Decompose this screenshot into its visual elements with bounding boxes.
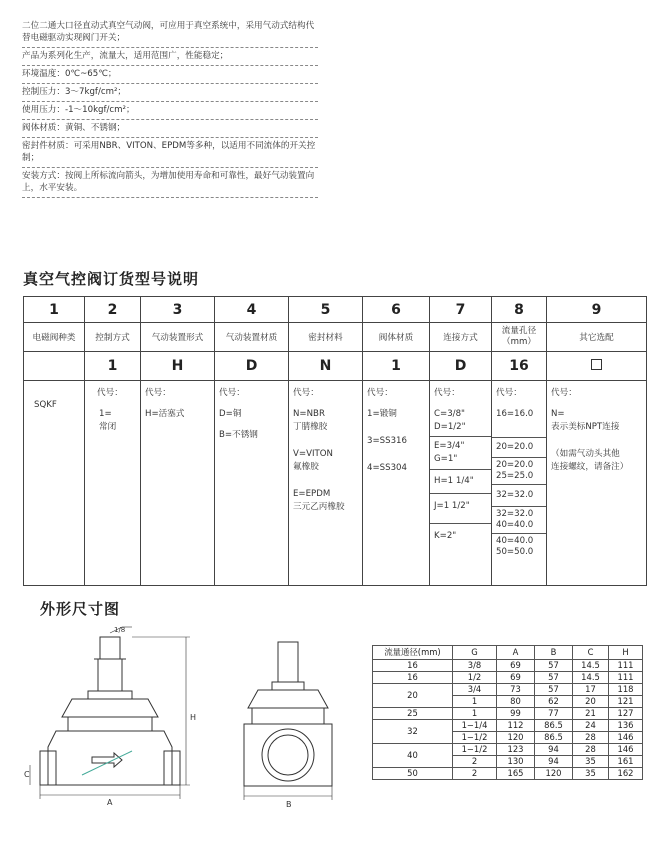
dims-cell: 20	[573, 696, 609, 708]
dims-cell: 118	[609, 684, 643, 696]
num-9: 9	[547, 297, 647, 323]
front-view-drawing	[22, 625, 202, 825]
dims-header-row	[373, 646, 643, 660]
c-label: C	[24, 770, 30, 779]
connection-group-1	[430, 408, 491, 437]
dims-cell: 1−1/4	[453, 720, 497, 732]
note-4: 控制压力：3～7kgf/cm²；	[22, 84, 318, 102]
note-6: 阀体材质：黄铜、不锈钢；	[22, 120, 318, 138]
label-7: 连接方式	[430, 323, 492, 352]
dimensions-table	[372, 645, 643, 780]
dims-cell: 35	[573, 768, 609, 780]
label-8: 流量孔径 （mm）	[492, 323, 547, 352]
order-table	[23, 296, 647, 586]
label-9: 其它选配	[547, 323, 647, 352]
note-7: 密封件材质：可采用NBR、VITON、EPDM等多种，以适用不同流体的开关控制；	[22, 138, 318, 168]
dims-cell: 2	[453, 756, 497, 768]
code-4: D	[215, 352, 289, 381]
detail-5	[289, 381, 363, 586]
port-size-label: 1/8	[114, 626, 126, 634]
dims-cell: 111	[609, 660, 643, 672]
detail-8	[492, 381, 547, 586]
note-5: 使用压力：-1～10kgf/cm²；	[22, 102, 318, 120]
dims-header: A	[497, 646, 535, 660]
conn-k: K=2"	[434, 531, 457, 541]
dims-header: C	[573, 646, 609, 660]
dims-cell: 24	[573, 720, 609, 732]
num-4: 4	[215, 297, 289, 323]
intro-notes	[22, 18, 318, 198]
empty-square-icon	[591, 359, 602, 370]
dims-cell: 62	[535, 696, 573, 708]
dims-cell: 94	[535, 756, 573, 768]
order-title: 真空气控阀订货型号说明	[23, 270, 200, 288]
code-prefix: 代号：	[293, 388, 319, 398]
dims-cell: 1−1/2	[453, 744, 497, 756]
num-8: 8	[492, 297, 547, 323]
dims-cell: 121	[609, 696, 643, 708]
detail-9-line-3: （如需气动头其他	[551, 449, 620, 459]
dims-cell: 21	[573, 708, 609, 720]
note-3: 环境温度：0℃~65℃；	[22, 66, 318, 84]
detail-6-line-1: 1=锻铜	[367, 409, 397, 419]
code-5: N	[289, 352, 363, 381]
b-label: B	[286, 800, 292, 809]
conn-j: J=1 1/2"	[430, 494, 491, 524]
dims-cell: 94	[535, 744, 573, 756]
detail-9-line-4: 连接螺纹，请备注）	[551, 462, 629, 472]
dims-header: 流量通径(mm)	[373, 646, 453, 660]
table-row	[373, 768, 643, 780]
dims-header: G	[453, 646, 497, 660]
code-prefix: 代号：	[496, 388, 522, 398]
label-6: 阀体材质	[363, 323, 430, 352]
dims-cell: 130	[497, 756, 535, 768]
table-row	[373, 684, 643, 696]
dims-cell: 86.5	[535, 720, 573, 732]
order-code-row	[24, 352, 647, 381]
dims-cell: 120	[497, 732, 535, 744]
valve-type-code: SQKF	[34, 400, 57, 410]
detail-3	[141, 381, 215, 586]
side-view-drawing	[228, 640, 358, 825]
bore-16: 16=16.0	[492, 400, 546, 438]
dims-cell: 16	[373, 672, 453, 684]
conn-h: H=1 1/4"	[430, 470, 491, 494]
dims-title: 外形尺寸图	[40, 600, 121, 618]
height-label: H	[190, 713, 197, 722]
detail-5-line-2: 丁腈橡胶	[293, 422, 328, 432]
detail-1	[24, 381, 85, 586]
dims-cell: 127	[609, 708, 643, 720]
dims-cell: 111	[609, 672, 643, 684]
dims-cell: 35	[573, 756, 609, 768]
order-detail-row	[24, 381, 647, 586]
dims-cell: 14.5	[573, 660, 609, 672]
table-row	[373, 708, 643, 720]
detail-9-line-2: 表示美标NPT连接	[551, 422, 620, 432]
dims-cell: 3/8	[453, 660, 497, 672]
dims-cell: 1	[453, 696, 497, 708]
bore-20-25: 20=20.0 25=25.0	[492, 458, 546, 485]
label-4: 气动装置材质	[215, 323, 289, 352]
label-3: 气动装置形式	[141, 323, 215, 352]
detail-5-line-4: 氟橡胶	[293, 462, 319, 472]
dims-cell: 112	[497, 720, 535, 732]
dims-cell: 136	[609, 720, 643, 732]
num-2: 2	[85, 297, 141, 323]
detail-4-line-2: B=不锈钢	[219, 430, 258, 440]
order-number-row	[24, 297, 647, 323]
label-1: 电磁阀种类	[24, 323, 85, 352]
dims-cell: 3/4	[453, 684, 497, 696]
dims-cell: 28	[573, 732, 609, 744]
dims-cell: 1/2	[453, 672, 497, 684]
label-5: 密封材料	[289, 323, 363, 352]
dims-cell: 69	[497, 660, 535, 672]
code-prefix: 代号：	[97, 388, 123, 398]
num-1: 1	[24, 297, 85, 323]
code-prefix: 代号：	[145, 388, 171, 398]
a-label: A	[107, 798, 113, 807]
code-prefix: 代号：	[219, 388, 245, 398]
detail-4	[215, 381, 289, 586]
conn-c: C=3/8"	[434, 409, 465, 419]
dims-header: H	[609, 646, 643, 660]
detail-5-line-5: E=EPDM	[293, 489, 331, 499]
code-2: 1	[85, 352, 141, 381]
dims-cell: 57	[535, 660, 573, 672]
dims-cell: 162	[609, 768, 643, 780]
table-row	[373, 720, 643, 732]
dims-cell: 16	[373, 660, 453, 672]
label-2: 控制方式	[85, 323, 141, 352]
dims-cell: 1−1/2	[453, 732, 497, 744]
dims-cell: 1	[453, 708, 497, 720]
detail-5-line-6: 三元乙丙橡胶	[293, 502, 345, 512]
detail-2-line-1: 1=	[99, 409, 112, 419]
dims-cell: 80	[497, 696, 535, 708]
detail-9-line-1: N=	[551, 409, 565, 419]
code-6: 1	[363, 352, 430, 381]
detail-5-line-1: N=NBR	[293, 409, 325, 419]
detail-6	[363, 381, 430, 586]
dims-cell: 28	[573, 744, 609, 756]
code-prefix: 代号：	[367, 388, 393, 398]
code-prefix: 代号：	[551, 388, 577, 398]
conn-d: D=1/2"	[434, 422, 466, 432]
bore-40-50: 40=40.0 50=50.0	[496, 536, 534, 557]
dims-cell: 2	[453, 768, 497, 780]
num-3: 3	[141, 297, 215, 323]
conn-g: G=1"	[434, 454, 458, 464]
table-row	[373, 660, 643, 672]
code-1	[24, 352, 85, 381]
note-2: 产品为系列化生产，流量大，适用范围广，性能稳定；	[22, 48, 318, 66]
code-3: H	[141, 352, 215, 381]
dims-cell: 25	[373, 708, 453, 720]
dims-cell: 77	[535, 708, 573, 720]
bore-20: 20=20.0	[492, 438, 546, 458]
num-6: 6	[363, 297, 430, 323]
code-prefix: 代号：	[434, 388, 460, 398]
dims-cell: 32	[373, 720, 453, 744]
dims-cell: 17	[573, 684, 609, 696]
code-8: 16	[492, 352, 547, 381]
num-7: 7	[430, 297, 492, 323]
dims-cell: 50	[373, 768, 453, 780]
bore-32-40: 32=32.0 40=40.0	[492, 507, 546, 534]
dims-cell: 165	[497, 768, 535, 780]
note-1: 二位二通大口径直动式真空气动阀，可应用于真空系统中，采用气动式结构代替电磁驱动实现阀门开关；	[22, 18, 318, 48]
dims-cell: 69	[497, 672, 535, 684]
code-7: D	[430, 352, 492, 381]
detail-2	[85, 381, 141, 586]
num-5: 5	[289, 297, 363, 323]
table-row	[373, 744, 643, 756]
bore-32: 32=32.0	[492, 485, 546, 507]
note-8: 安装方式：按阀上所标流向箭头，为增加使用寿命和可靠性，最好气动装置向上，水平安装。	[22, 168, 318, 198]
connection-group-2	[430, 437, 491, 470]
dims-cell: 99	[497, 708, 535, 720]
order-label-row	[24, 323, 647, 352]
dims-cell: 123	[497, 744, 535, 756]
code-9-option-checkbox[interactable]	[547, 352, 647, 381]
dims-cell: 146	[609, 744, 643, 756]
detail-2-line-2: 常闭	[99, 422, 117, 432]
detail-6-line-3: 4=SS304	[367, 463, 407, 473]
dims-cell: 73	[497, 684, 535, 696]
dims-cell: 57	[535, 684, 573, 696]
detail-4-line-1: D=铜	[219, 409, 242, 419]
dims-cell: 120	[535, 768, 573, 780]
conn-e: E=3/4"	[434, 441, 465, 451]
dims-cell: 86.5	[535, 732, 573, 744]
dims-cell: 14.5	[573, 672, 609, 684]
dims-cell: 146	[609, 732, 643, 744]
detail-3-line-1: H=活塞式	[145, 409, 185, 419]
detail-9	[547, 381, 647, 586]
detail-5-line-3: V=VITON	[293, 449, 333, 459]
dims-cell: 57	[535, 672, 573, 684]
dims-cell: 20	[373, 684, 453, 708]
detail-6-line-2: 3=SS316	[367, 436, 407, 446]
dims-cell: 161	[609, 756, 643, 768]
table-row	[373, 672, 643, 684]
dims-cell: 40	[373, 744, 453, 768]
detail-7	[430, 381, 492, 586]
dims-header: B	[535, 646, 573, 660]
